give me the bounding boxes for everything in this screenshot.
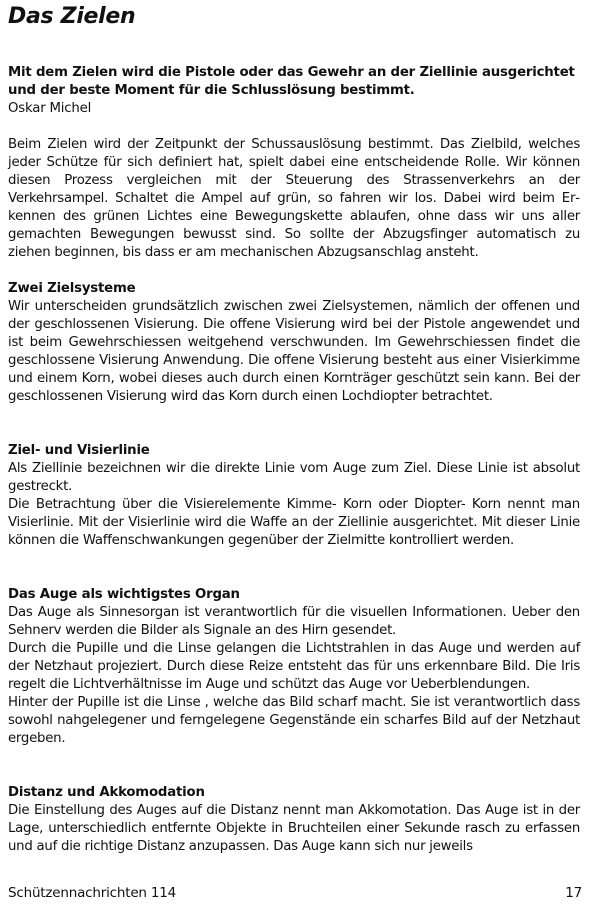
section-visierlinie xyxy=(8,442,580,550)
section-akkomodation xyxy=(8,784,580,856)
section-heading: Das Auge als wichtigstes Organ xyxy=(8,587,240,602)
author-name: Oskar Michel xyxy=(8,101,92,116)
page-title: Das Zielen xyxy=(8,4,136,29)
section-heading: Ziel- und Visierlinie xyxy=(8,443,150,458)
section-paragraph: Die Einstellung des Auges auf die Distanz nennt man Akkomotation. Das Auge ist in der Lage, unterschiedlich entfernte Objekte in Bruchteilen einer Sekunde rasch zu erfassen und auf die richtige Distanz anzupassen. Das Auge kann sich nur jeweils xyxy=(8,803,580,854)
intro-paragraph: Beim Zielen wird der Zeitpunkt der Schussauslösung bestimmt. Das Zielbild, welches jeder Schütze für sich definiert hat, spielt dabei eine entscheidende Rolle. Wir können diesen Prozess vergleichen mit der Steuerung des Strassenverkehrs an der Verkehrsampel. Schaltet die Ampel auf grün, so fahren wir los. Dabei wird beim Erkennen des grünen Lichtes eine Bewegungskette ablaufen, ohne dass wir uns aller gemachten Bewegungen bewusst sind. So sollte der Abzugsfinger automatisch zu ziehen beginnen, bis dass er am mechanischen Abzugsanschlag ansteht. xyxy=(8,137,580,260)
section-auge xyxy=(8,586,580,748)
section-paragraph: Hinter der Pupille ist die Linse , welche das Bild scharf macht. Sie ist verantwortlich dass sowohl nahgelegener und ferngelegene Gegenstände ein scharfes Bild auf der Netzhaut ergeben. xyxy=(8,695,580,746)
section-heading: Distanz und Akkomodation xyxy=(8,785,205,800)
publication-name: Schützennachrichten 114 xyxy=(8,885,177,901)
intro-block xyxy=(8,136,580,262)
section-paragraph: Durch die Pupille und die Linse gelangen die Lichtstrahlen in das Auge und werden auf der Netzhaut projeziert. Durch diese Reize entsteht das für uns erkennbare Bild. Die Iris regelt die Lichtverhältnisse im Auge und schützt das Auge vor Ueberblendungen. xyxy=(8,641,580,692)
page-number: 17 xyxy=(565,885,582,901)
section-zielsysteme xyxy=(8,280,580,406)
section-paragraph: Als Ziellinie bezeichnen wir die direkte Linie vom Auge zum Ziel. Diese Linie ist absolut gestreckt. xyxy=(8,461,580,494)
section-paragraph: Wir unterscheiden grundsätzlich zwischen zwei Zielsystemen, nämlich der offenen und der geschlossenen Visierung. Die offene Visierung wird bei der Pistole angewendet und ist beim Gewehrschiessen weitgehend verschwunden. Im Gewehrschiessen findet die geschlossene Visierung Anwendung. Die offene Visierung besteht aus einer Visierkimme und einem Korn, wobei dieses auch durch einen Kornträger geschützt sein kann. Bei der geschlossenen Visierung wird das Korn durch einen Lochdiopter betrachtet. xyxy=(8,299,580,404)
section-heading: Zwei Zielsysteme xyxy=(8,281,136,296)
section-paragraph: Die Betrachtung über die Visierelemente Kimme- Korn oder Diopter- Korn nennt man Visierlinie. Mit der Visierlinie wird die Waffe an der Ziellinie ausgerichtet. Mit dieser Linie können die Waffenschwankungen gegenüber der Zielmitte kontrolliert werden. xyxy=(8,497,580,548)
lead-paragraph: Mit dem Zielen wird die Pistole oder das Gewehr an der Ziellinie ausgerichtet und der beste Moment für die Schlusslösung bestimmt. xyxy=(8,65,575,98)
section-paragraph: Das Auge als Sinnesorgan ist verantwortlich für die visuellen Informationen. Ueber den Sehnerv werden die Bilder als Signale an des Hirn gesendet. xyxy=(8,605,580,638)
